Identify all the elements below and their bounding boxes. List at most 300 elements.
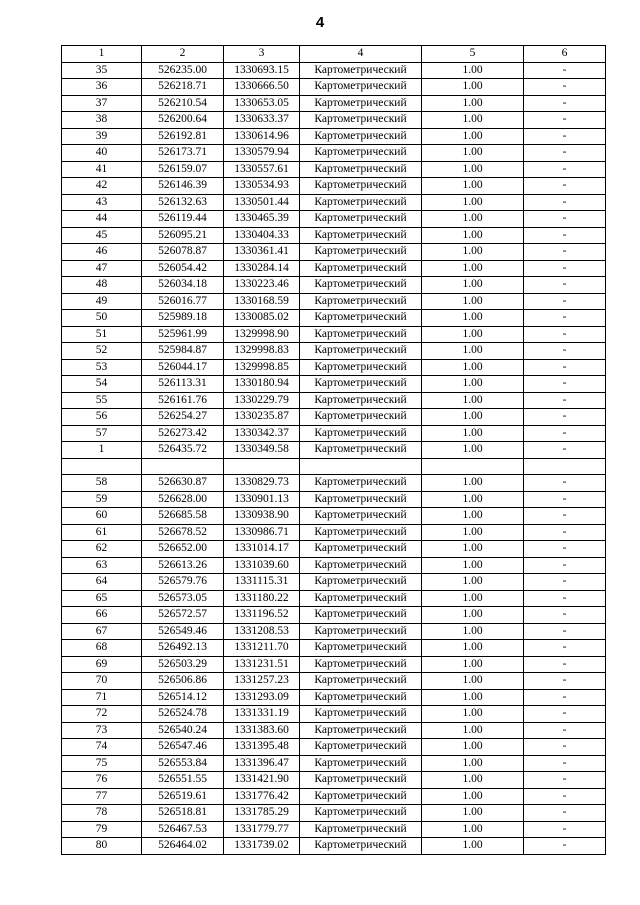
cell-accuracy: 1.00 [422,409,524,426]
cell-method: Картометрический [300,722,422,739]
cell-x-coordinate: 526551.55 [142,772,224,789]
cell-point-number: 73 [62,722,142,739]
cell-method: Картометрический [300,821,422,838]
cell-point-number [62,458,142,475]
cell-note: - [524,79,606,96]
cell-method: Картометрический [300,326,422,343]
cell-note: - [524,62,606,79]
table-row [62,95,606,112]
cell-x-coordinate: 526254.27 [142,409,224,426]
cell-method: Картометрический [300,244,422,261]
cell-y-coordinate: 1331421.90 [224,772,300,789]
cell-point-number: 37 [62,95,142,112]
cell-x-coordinate: 526218.71 [142,79,224,96]
cell-method: Картометрический [300,491,422,508]
cell-point-number: 64 [62,574,142,591]
cell-note: - [524,788,606,805]
cell-point-number: 46 [62,244,142,261]
cell-y-coordinate: 1330501.44 [224,194,300,211]
column-header: 6 [524,46,606,63]
cell-method: Картометрический [300,161,422,178]
cell-method: Картометрический [300,788,422,805]
cell-note: - [524,161,606,178]
cell-x-coordinate: 526540.24 [142,722,224,739]
cell-method [300,458,422,475]
cell-method: Картометрический [300,739,422,756]
cell-method: Картометрический [300,128,422,145]
table-row [62,277,606,294]
cell-accuracy: 1.00 [422,541,524,558]
table-row [62,475,606,492]
cell-accuracy: 1.00 [422,772,524,789]
cell-x-coordinate: 526034.18 [142,277,224,294]
column-header: 3 [224,46,300,63]
cell-note: - [524,706,606,723]
table-row [62,508,606,525]
table-row [62,574,606,591]
cell-point-number: 42 [62,178,142,195]
cell-accuracy: 1.00 [422,821,524,838]
cell-y-coordinate: 1331014.17 [224,541,300,558]
cell-y-coordinate: 1330829.73 [224,475,300,492]
cell-accuracy: 1.00 [422,689,524,706]
cell-x-coordinate: 526146.39 [142,178,224,195]
cell-accuracy: 1.00 [422,376,524,393]
cell-accuracy: 1.00 [422,62,524,79]
cell-point-number: 65 [62,590,142,607]
cell-point-number: 63 [62,557,142,574]
cell-y-coordinate: 1331396.47 [224,755,300,772]
cell-note: - [524,128,606,145]
cell-method: Картометрический [300,194,422,211]
table-row [62,178,606,195]
cell-accuracy: 1.00 [422,211,524,228]
cell-method: Картометрический [300,392,422,409]
cell-method: Картометрический [300,260,422,277]
cell-point-number: 71 [62,689,142,706]
column-header: 4 [300,46,422,63]
cell-method: Картометрический [300,673,422,690]
cell-point-number: 38 [62,112,142,129]
cell-note [524,458,606,475]
cell-method: Картометрический [300,689,422,706]
table-row [62,541,606,558]
cell-note: - [524,491,606,508]
cell-y-coordinate: 1330653.05 [224,95,300,112]
cell-y-coordinate: 1330633.37 [224,112,300,129]
table-row [62,392,606,409]
cell-x-coordinate: 526630.87 [142,475,224,492]
cell-note: - [524,392,606,409]
cell-note: - [524,739,606,756]
cell-point-number: 45 [62,227,142,244]
cell-note: - [524,805,606,822]
cell-accuracy: 1.00 [422,508,524,525]
cell-point-number: 61 [62,524,142,541]
cell-method: Картометрический [300,640,422,657]
table-row [62,755,606,772]
cell-method: Картометрический [300,541,422,558]
cell-point-number: 77 [62,788,142,805]
cell-note: - [524,772,606,789]
cell-note: - [524,277,606,294]
cell-x-coordinate: 525984.87 [142,343,224,360]
cell-method: Картометрический [300,508,422,525]
cell-y-coordinate: 1330614.96 [224,128,300,145]
cell-point-number: 41 [62,161,142,178]
cell-note: - [524,607,606,624]
table-row [62,689,606,706]
cell-point-number: 67 [62,623,142,640]
cell-accuracy: 1.00 [422,623,524,640]
cell-method: Картометрический [300,310,422,327]
cell-y-coordinate: 1330085.02 [224,310,300,327]
cell-x-coordinate: 526503.29 [142,656,224,673]
cell-note: - [524,425,606,442]
table-row [62,524,606,541]
cell-note: - [524,590,606,607]
cell-y-coordinate: 1330465.39 [224,211,300,228]
cell-note: - [524,112,606,129]
table-row [62,128,606,145]
table-row [62,194,606,211]
cell-method: Картометрический [300,557,422,574]
cell-method: Картометрический [300,79,422,96]
cell-note: - [524,227,606,244]
cell-accuracy: 1.00 [422,788,524,805]
cell-note: - [524,623,606,640]
cell-method: Картометрический [300,755,422,772]
page-number: 4 [315,14,325,31]
cell-accuracy [422,458,524,475]
table-row [62,260,606,277]
cell-point-number: 36 [62,79,142,96]
cell-method: Картометрический [300,343,422,360]
cell-point-number: 1 [62,442,142,459]
cell-method: Картометрический [300,62,422,79]
cell-point-number: 68 [62,640,142,657]
cell-note: - [524,376,606,393]
cell-accuracy: 1.00 [422,95,524,112]
cell-accuracy: 1.00 [422,161,524,178]
table-row [62,458,606,475]
cell-method: Картометрический [300,376,422,393]
table-row [62,409,606,426]
cell-note: - [524,95,606,112]
cell-accuracy: 1.00 [422,293,524,310]
cell-x-coordinate: 526161.76 [142,392,224,409]
cell-accuracy: 1.00 [422,194,524,211]
cell-y-coordinate: 1330342.37 [224,425,300,442]
cell-point-number: 50 [62,310,142,327]
table-row [62,326,606,343]
table-row [62,112,606,129]
table-row [62,293,606,310]
cell-x-coordinate: 526519.61 [142,788,224,805]
cell-y-coordinate: 1331293.09 [224,689,300,706]
cell-method: Картометрический [300,178,422,195]
cell-method: Картометрический [300,475,422,492]
cell-point-number: 57 [62,425,142,442]
cell-x-coordinate: 526613.26 [142,557,224,574]
cell-x-coordinate: 525989.18 [142,310,224,327]
cell-accuracy: 1.00 [422,640,524,657]
cell-method: Картометрический [300,706,422,723]
table-row [62,79,606,96]
cell-point-number: 79 [62,821,142,838]
cell-y-coordinate: 1331395.48 [224,739,300,756]
cell-method: Картометрический [300,293,422,310]
table-row [62,640,606,657]
cell-accuracy: 1.00 [422,178,524,195]
cell-point-number: 62 [62,541,142,558]
cell-accuracy: 1.00 [422,326,524,343]
table-row [62,161,606,178]
cell-note: - [524,359,606,376]
cell-x-coordinate: 526685.58 [142,508,224,525]
table-row [62,343,606,360]
table-row [62,739,606,756]
cell-note: - [524,640,606,657]
cell-point-number: 69 [62,656,142,673]
cell-method: Картометрический [300,227,422,244]
cell-point-number: 52 [62,343,142,360]
cell-note: - [524,838,606,855]
cell-note: - [524,524,606,541]
cell-accuracy: 1.00 [422,244,524,261]
cell-method: Картометрический [300,442,422,459]
cell-point-number: 66 [62,607,142,624]
cell-note: - [524,260,606,277]
cell-x-coordinate: 526678.52 [142,524,224,541]
cell-note: - [524,689,606,706]
cell-point-number: 80 [62,838,142,855]
column-header: 5 [422,46,524,63]
cell-x-coordinate: 526464.02 [142,838,224,855]
table-row [62,673,606,690]
cell-x-coordinate: 526518.81 [142,805,224,822]
cell-y-coordinate: 1331115.31 [224,574,300,591]
cell-point-number: 54 [62,376,142,393]
cell-accuracy: 1.00 [422,673,524,690]
cell-point-number: 49 [62,293,142,310]
cell-point-number: 35 [62,62,142,79]
cell-method: Картометрический [300,574,422,591]
cell-point-number: 40 [62,145,142,162]
cell-method: Картометрический [300,838,422,855]
cell-method: Картометрический [300,772,422,789]
cell-y-coordinate: 1330534.93 [224,178,300,195]
cell-note: - [524,293,606,310]
cell-y-coordinate: 1331211.70 [224,640,300,657]
cell-x-coordinate: 526119.44 [142,211,224,228]
table-row [62,838,606,855]
cell-y-coordinate: 1331785.29 [224,805,300,822]
cell-x-coordinate: 526273.42 [142,425,224,442]
cell-note: - [524,343,606,360]
table-row [62,805,606,822]
table-row [62,656,606,673]
table-row [62,211,606,228]
cell-note: - [524,194,606,211]
cell-y-coordinate: 1329998.90 [224,326,300,343]
cell-method: Картометрический [300,590,422,607]
cell-note: - [524,211,606,228]
cell-note: - [524,557,606,574]
cell-y-coordinate [224,458,300,475]
cell-note: - [524,508,606,525]
cell-method: Картометрический [300,805,422,822]
cell-point-number: 78 [62,805,142,822]
cell-accuracy: 1.00 [422,491,524,508]
cell-x-coordinate: 526210.54 [142,95,224,112]
cell-point-number: 60 [62,508,142,525]
cell-y-coordinate: 1330223.46 [224,277,300,294]
table-row [62,706,606,723]
table-header-row [62,46,606,63]
cell-accuracy: 1.00 [422,574,524,591]
table-row [62,145,606,162]
cell-accuracy: 1.00 [422,590,524,607]
cell-y-coordinate: 1330693.15 [224,62,300,79]
cell-point-number: 76 [62,772,142,789]
cell-x-coordinate: 526553.84 [142,755,224,772]
cell-method: Картометрический [300,145,422,162]
cell-y-coordinate: 1331039.60 [224,557,300,574]
cell-x-coordinate: 526200.64 [142,112,224,129]
cell-accuracy: 1.00 [422,227,524,244]
cell-y-coordinate: 1330168.59 [224,293,300,310]
cell-y-coordinate: 1331779.77 [224,821,300,838]
table-row [62,607,606,624]
table-row [62,590,606,607]
cell-note: - [524,755,606,772]
cell-point-number: 39 [62,128,142,145]
cell-y-coordinate: 1329998.85 [224,359,300,376]
cell-note: - [524,656,606,673]
cell-y-coordinate: 1330901.13 [224,491,300,508]
cell-note: - [524,673,606,690]
cell-accuracy: 1.00 [422,722,524,739]
cell-x-coordinate: 526192.81 [142,128,224,145]
cell-accuracy: 1.00 [422,442,524,459]
cell-point-number: 70 [62,673,142,690]
cell-x-coordinate: 526044.17 [142,359,224,376]
cell-method: Картометрический [300,277,422,294]
cell-y-coordinate: 1331383.60 [224,722,300,739]
table-row [62,359,606,376]
cell-y-coordinate: 1330349.58 [224,442,300,459]
cell-note: - [524,244,606,261]
table-row [62,376,606,393]
table-row [62,62,606,79]
cell-point-number: 44 [62,211,142,228]
cell-y-coordinate: 1331739.02 [224,838,300,855]
cell-point-number: 75 [62,755,142,772]
cell-note: - [524,574,606,591]
table-row [62,310,606,327]
cell-point-number: 43 [62,194,142,211]
cell-point-number: 72 [62,706,142,723]
cell-x-coordinate: 526435.72 [142,442,224,459]
cell-note: - [524,409,606,426]
table-row [62,557,606,574]
cell-accuracy: 1.00 [422,145,524,162]
cell-accuracy: 1.00 [422,128,524,145]
cell-method: Картометрический [300,607,422,624]
table-body [62,46,606,855]
cell-accuracy: 1.00 [422,805,524,822]
table-row [62,491,606,508]
cell-accuracy: 1.00 [422,656,524,673]
cell-y-coordinate: 1330229.79 [224,392,300,409]
cell-x-coordinate: 526514.12 [142,689,224,706]
cell-x-coordinate: 526506.86 [142,673,224,690]
cell-y-coordinate: 1330404.33 [224,227,300,244]
cell-accuracy: 1.00 [422,260,524,277]
cell-accuracy: 1.00 [422,79,524,96]
cell-accuracy: 1.00 [422,838,524,855]
cell-accuracy: 1.00 [422,755,524,772]
cell-y-coordinate: 1330361.41 [224,244,300,261]
table-row [62,244,606,261]
cell-y-coordinate: 1330235.87 [224,409,300,426]
cell-x-coordinate: 526113.31 [142,376,224,393]
cell-method: Картометрический [300,656,422,673]
cell-x-coordinate: 526016.77 [142,293,224,310]
cell-y-coordinate: 1331257.23 [224,673,300,690]
cell-x-coordinate: 526573.05 [142,590,224,607]
cell-accuracy: 1.00 [422,277,524,294]
table-row [62,623,606,640]
cell-point-number: 59 [62,491,142,508]
cell-y-coordinate: 1330284.14 [224,260,300,277]
cell-method: Картометрический [300,112,422,129]
cell-accuracy: 1.00 [422,524,524,541]
cell-y-coordinate: 1331208.53 [224,623,300,640]
cell-x-coordinate: 526095.21 [142,227,224,244]
cell-x-coordinate: 526579.76 [142,574,224,591]
cell-point-number: 48 [62,277,142,294]
cell-accuracy: 1.00 [422,359,524,376]
cell-method: Картометрический [300,359,422,376]
cell-accuracy: 1.00 [422,739,524,756]
cell-x-coordinate: 526159.07 [142,161,224,178]
cell-accuracy: 1.00 [422,607,524,624]
cell-y-coordinate: 1331196.52 [224,607,300,624]
table-row [62,788,606,805]
cell-accuracy: 1.00 [422,425,524,442]
column-header: 2 [142,46,224,63]
cell-x-coordinate [142,458,224,475]
cell-x-coordinate: 525961.99 [142,326,224,343]
cell-method: Картометрический [300,95,422,112]
table-row [62,442,606,459]
cell-note: - [524,442,606,459]
cell-accuracy: 1.00 [422,343,524,360]
cell-method: Картометрический [300,211,422,228]
cell-y-coordinate: 1331180.22 [224,590,300,607]
cell-method: Картометрический [300,623,422,640]
cell-y-coordinate: 1330180.94 [224,376,300,393]
cell-note: - [524,821,606,838]
cell-note: - [524,541,606,558]
cell-point-number: 55 [62,392,142,409]
cell-note: - [524,145,606,162]
cell-y-coordinate: 1330557.61 [224,161,300,178]
table-row [62,227,606,244]
cell-method: Картометрический [300,524,422,541]
